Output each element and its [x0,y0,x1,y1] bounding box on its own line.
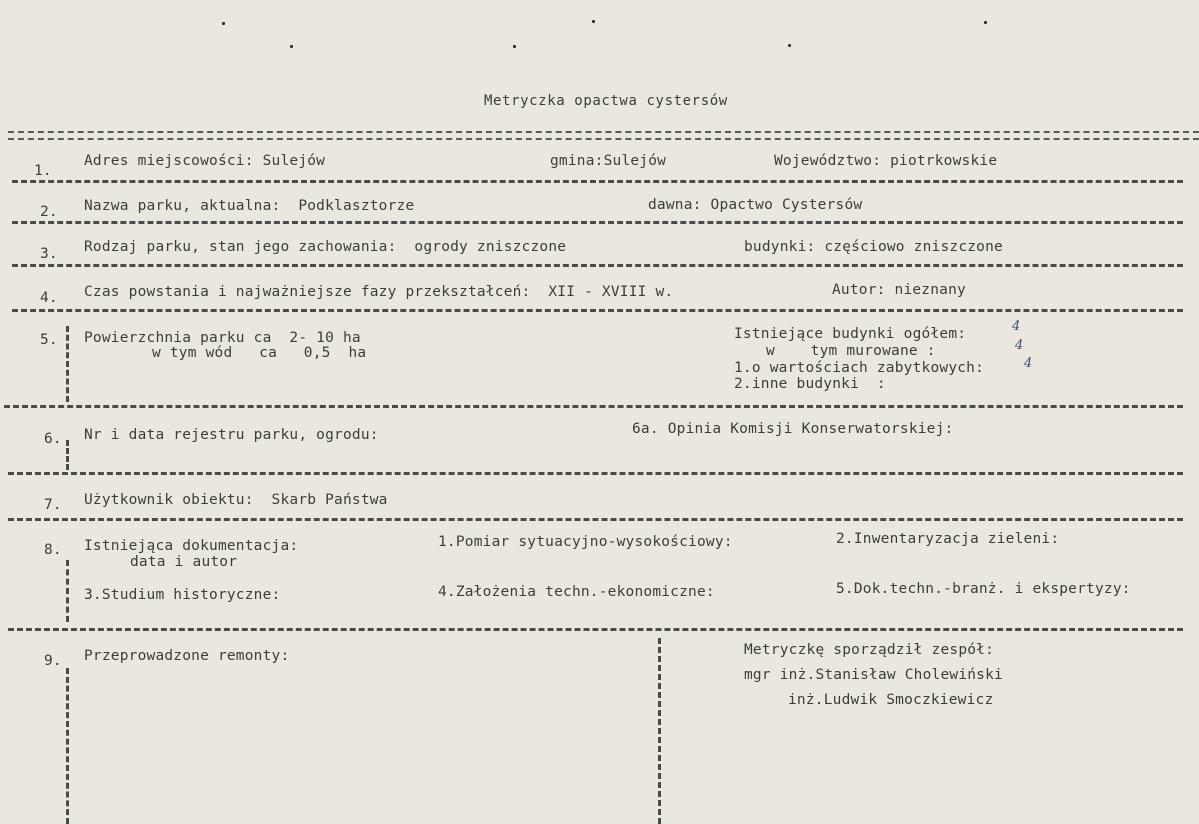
register-field: Nr i data rejestru parku, ogrodu: [84,427,379,443]
documentation-field: Istniejąca dokumentacja: [84,538,299,554]
historic-study-field: 3.Studium historyczne: [84,587,281,603]
technical-docs-field: 5.Dok.techn.-branż. i ekspertyzy: [836,581,1131,597]
user-field: Użytkownik obiektu: Skarb Państwa [84,492,388,508]
row-separator [12,309,1183,312]
conservator-opinion-field: 6a. Opinia Komisji Konserwatorskiej: [632,421,954,437]
row-number: 6. [44,431,62,447]
row-number: 7. [44,497,62,513]
buildings-historic-field: 1.o wartościach zabytkowych: [734,360,985,376]
buildings-other-field: 2.inne budynki : [734,376,886,392]
row-separator [12,221,1183,224]
row-number: 5. [40,332,58,348]
handwritten-masonry: 4 [1015,338,1024,353]
column-separator [66,560,69,622]
row-number: 1. [34,163,52,179]
speck [984,21,987,24]
speck [788,44,791,47]
buildings-masonry-field: w tym murowane : [766,343,936,359]
speck [222,22,225,25]
row-separator [4,405,1183,408]
repairs-field: Przeprowadzone remonty: [84,648,290,664]
speck [513,45,516,48]
team-author-1: mgr inż.Stanisław Cholewiński [744,667,1003,683]
team-author-2: inż.Ludwik Smoczkiewicz [788,692,994,708]
handwritten-historic: 4 [1024,356,1033,371]
row-number: 2. [40,204,58,220]
handwritten-total: 4 [1012,319,1021,334]
greenery-inventory-field: 2.Inwentaryzacja zieleni: [836,531,1060,547]
water-area-field: w tym wód ca 0,5 ha [152,345,367,361]
speck [290,45,293,48]
row-separator [8,518,1183,521]
row-number: 8. [44,542,62,558]
column-separator [66,326,69,402]
document-title: Metryczka opactwa cystersów [484,93,728,109]
speck [592,20,595,23]
gmina-field: gmina:Sulejów [550,153,667,169]
row-number: 9. [44,653,62,669]
column-separator [658,638,661,824]
column-separator [66,668,69,824]
row-separator [8,628,1183,631]
author-field: Autor: nieznany [832,282,966,298]
row-separator [12,264,1183,267]
address-field: Adres miejscowości: Sulejów [84,153,326,169]
row-number: 3. [40,246,58,262]
voivodeship-field: Województwo: piotrkowskie [774,153,998,169]
header-double-separator [8,131,1199,140]
column-separator [66,440,69,470]
park-name-current: Nazwa parku, aktualna: Podklasztorze [84,198,415,214]
documentation-subtitle: data i autor [130,554,238,570]
park-name-former: dawna: Opactwo Cystersów [648,197,863,213]
buildings-state-field: budynki: częściowo zniszczone [744,239,1003,255]
row-separator [12,180,1183,183]
row-number: 4. [40,290,58,306]
park-area-field: Powierzchnia parku ca 2- 10 ha [84,330,361,346]
buildings-total-field: Istniejące budynki ogółem: [734,326,967,342]
period-field: Czas powstania i najważniejsze fazy przekształceń: XII - XVIII w. [84,284,674,300]
row-separator [8,472,1183,475]
assumptions-field: 4.Założenia techn.-ekonomiczne: [438,584,715,600]
survey-field: 1.Pomiar sytuacyjno-wysokościowy: [438,534,733,550]
team-label: Metryczkę sporządził zespół: [744,642,995,658]
park-type-field: Rodzaj parku, stan jego zachowania: ogrody zniszczone [84,239,567,255]
